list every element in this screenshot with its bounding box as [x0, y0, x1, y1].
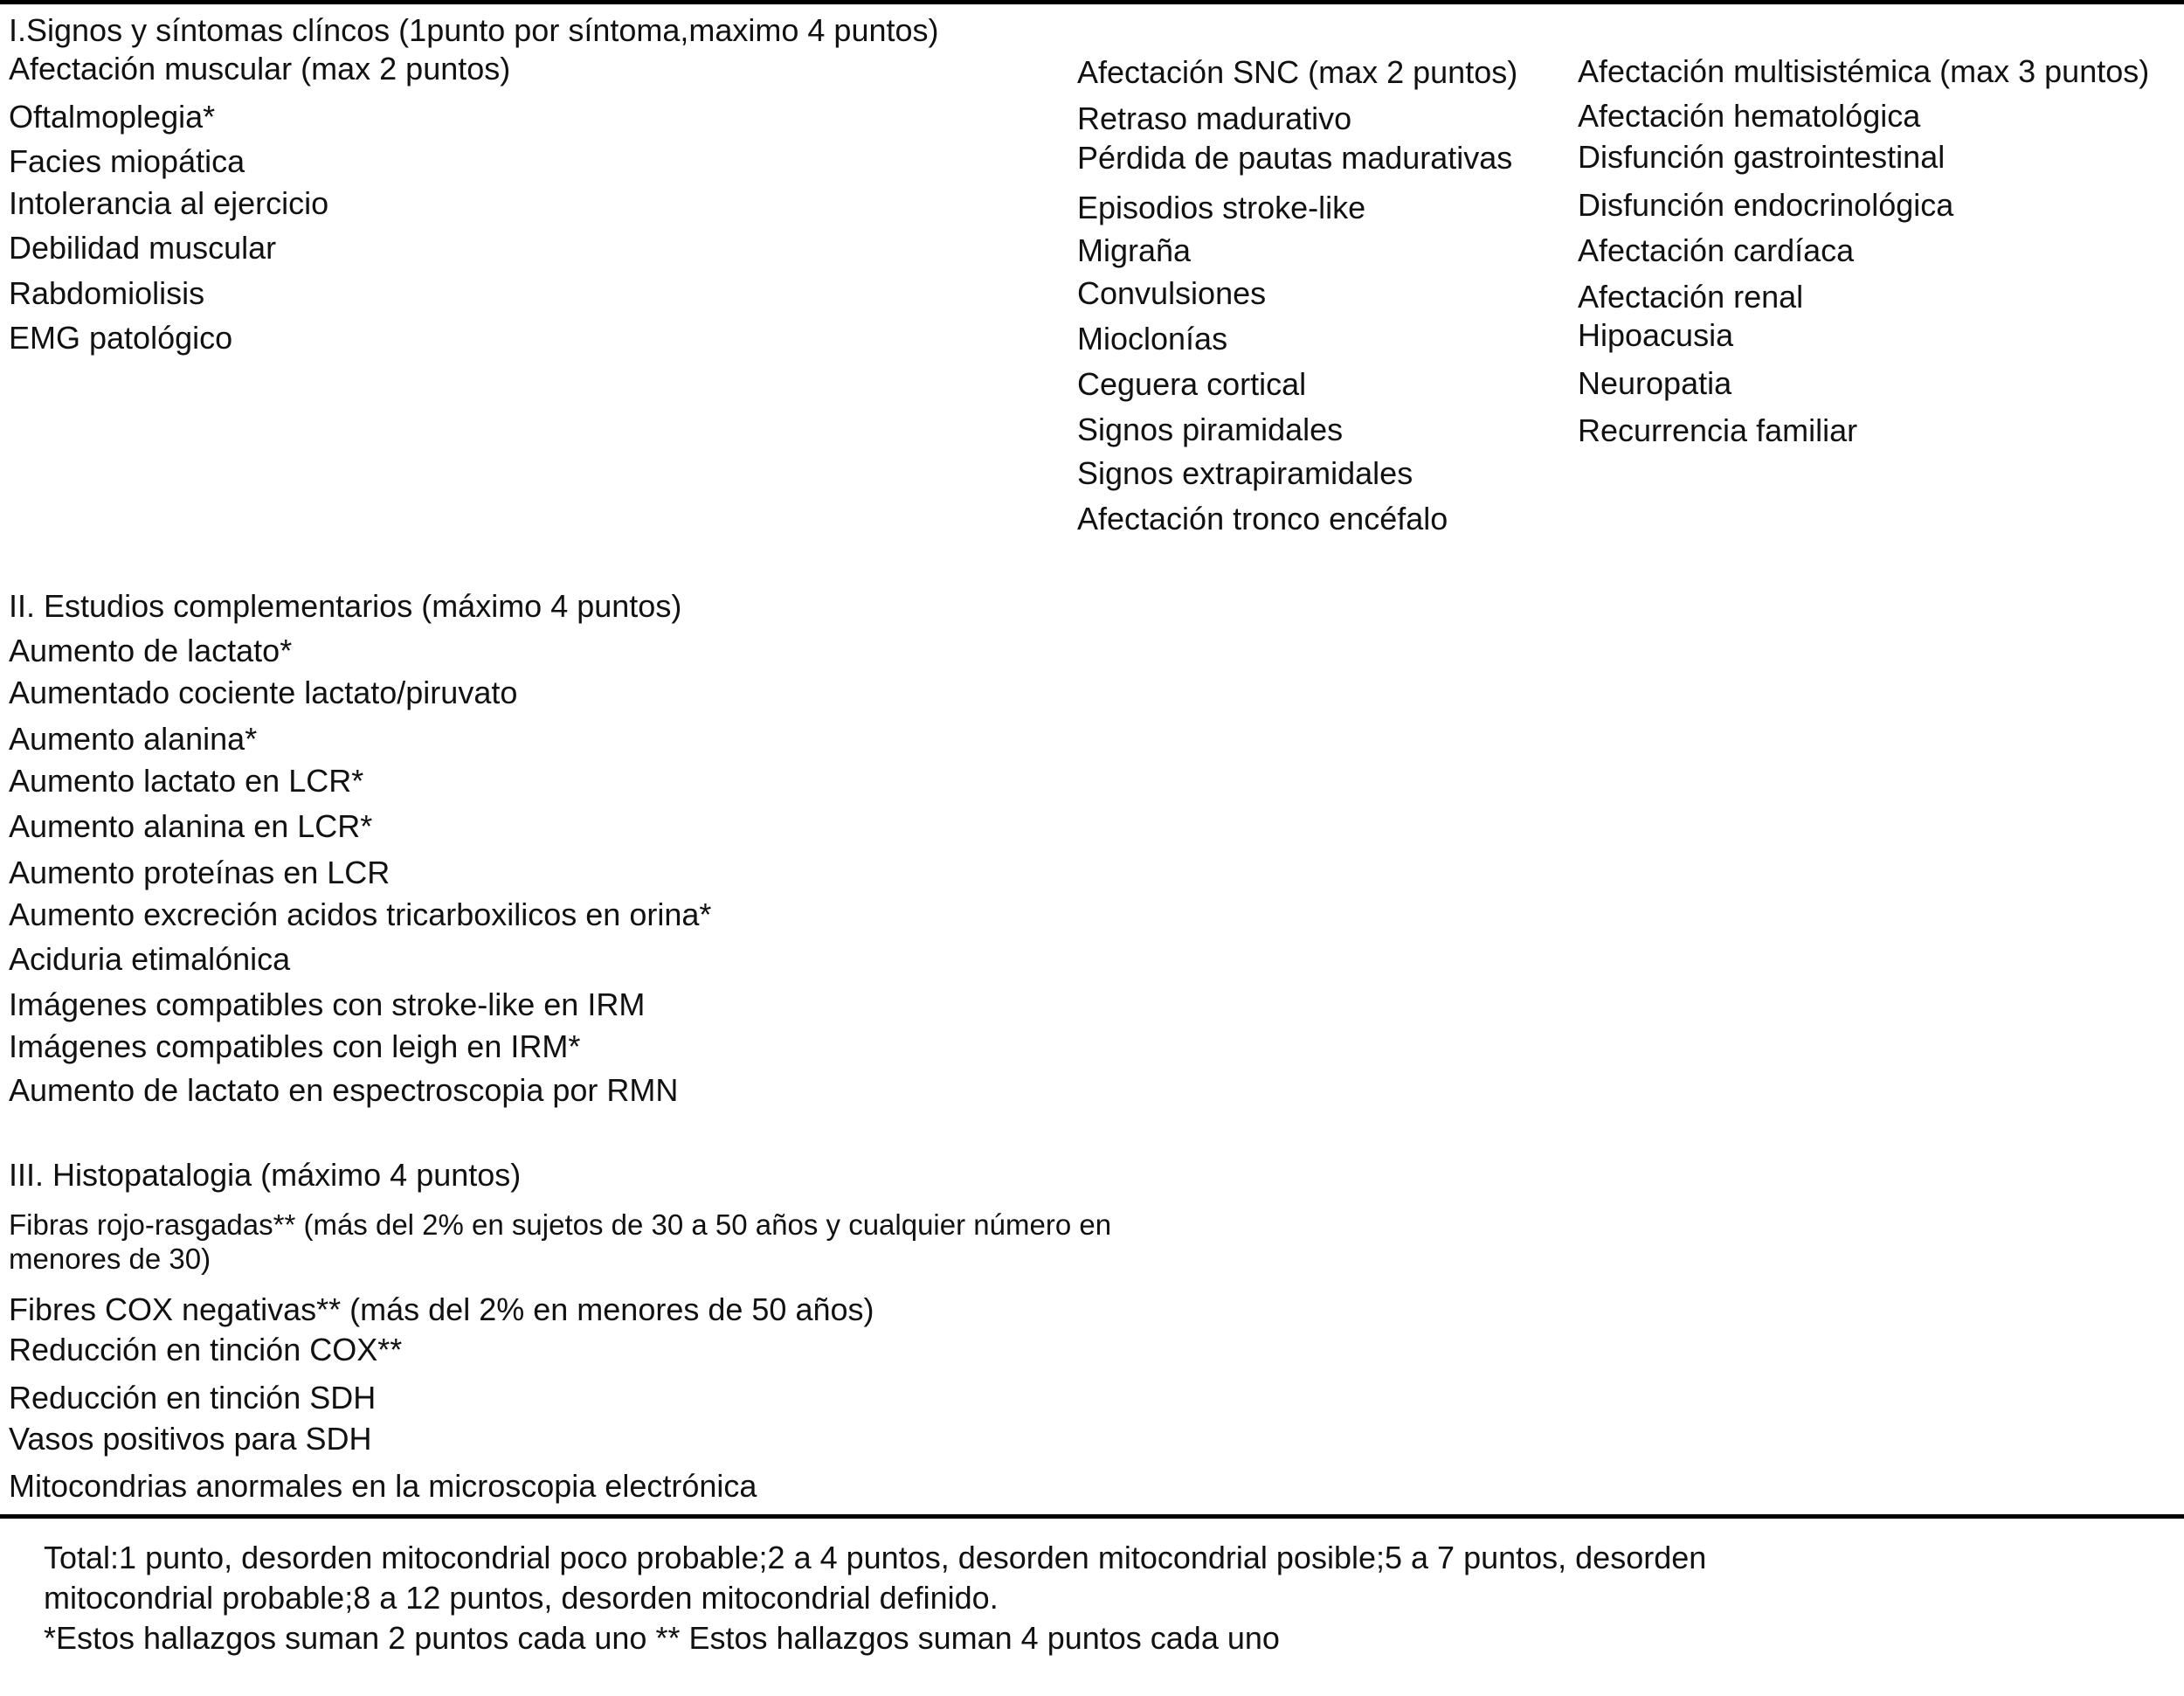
muscular-header: Afectación muscular (max 2 puntos) [9, 51, 511, 87]
section2-item: Aumento lactato en LCR* [9, 763, 364, 799]
multi-item: Disfunción endocrinológica [1578, 187, 1954, 223]
muscular-item: Rabdomiolisis [9, 275, 205, 311]
section2-item: Aumentado cociente lactato/piruvato [9, 675, 518, 710]
footer-note: *Estos hallazgos suman 2 puntos cada uno ** Estos hallazgos suman 4 puntos cada uno [44, 1620, 1280, 1656]
top-rule [0, 0, 2184, 4]
footer-line: Total:1 punto, desorden mitocondrial poco probable;2 a 4 puntos, desorden mitocondrial posible;5 a 7 puntos, desorden [44, 1540, 1707, 1575]
section2-item: Imágenes compatibles con leigh en IRM* [9, 1028, 581, 1064]
multi-item: Recurrencia familiar [1578, 412, 1858, 448]
multi-item: Neuropatia [1578, 365, 1732, 401]
footer-line: mitocondrial probable;8 a 12 puntos, desorden mitocondrial definido. [44, 1580, 999, 1616]
section3-item: Fibres COX negativas** (más del 2% en menores de 50 años) [9, 1291, 874, 1327]
section3-item: Mitocondrias anormales en la microscopia electrónica [9, 1468, 757, 1504]
section2-item: Aumento excreción acidos tricarboxilicos en orina* [9, 896, 712, 932]
snc-item: Mioclonías [1077, 321, 1228, 357]
snc-item: Signos extrapiramidales [1077, 455, 1413, 491]
muscular-item: Intolerancia al ejercicio [9, 185, 329, 221]
section2-item: Imágenes compatibles con stroke-like en IRM [9, 986, 646, 1022]
snc-item: Signos piramidales [1077, 412, 1344, 447]
muscular-item: Facies miopática [9, 143, 245, 179]
section1-title: I.Signos y síntomas clíncos (1punto por síntoma,maximo 4 puntos) [9, 12, 939, 48]
section2-item: Aumento alanina* [9, 721, 258, 757]
muscular-item: EMG patológico [9, 320, 233, 356]
section2-item: Aumento alanina en LCR* [9, 808, 373, 844]
multi-header: Afectación multisistémica (max 3 puntos) [1578, 53, 2150, 89]
snc-item: Ceguera cortical [1077, 366, 1307, 402]
section2-item: Aciduria etimalónica [9, 941, 291, 977]
multi-item: Afectación renal [1578, 279, 1804, 315]
snc-item: Episodios stroke-like [1077, 190, 1366, 225]
snc-item: Pérdida de pautas madurativas [1077, 140, 1513, 176]
snc-header: Afectación SNC (max 2 puntos) [1077, 54, 1518, 90]
muscular-item: Debilidad muscular [9, 230, 277, 266]
section2-item: Aumento de lactato en espectroscopia por RMN [9, 1072, 679, 1108]
multi-item: Afectación cardíaca [1578, 232, 1855, 268]
snc-item: Retraso madurativo [1077, 100, 1352, 136]
section2-item: Aumento proteínas en LCR [9, 855, 390, 890]
section3-item-line: Fibras rojo-rasgadas** (más del 2% en sujetos de 30 a 50 años y cualquier número en [9, 1208, 1112, 1241]
section2-item: Aumento de lactato* [9, 633, 293, 668]
section3-item-line: menores de 30) [9, 1243, 211, 1275]
snc-item: Convulsiones [1077, 275, 1267, 311]
multi-item: Disfunción gastrointestinal [1578, 139, 1946, 175]
muscular-item: Oftalmoplegia* [9, 99, 216, 135]
snc-item: Migraña [1077, 232, 1192, 268]
section3-title: III. Histopatalogia (máximo 4 puntos) [9, 1157, 522, 1193]
snc-item: Afectación tronco encéfalo [1077, 501, 1448, 536]
section3-item: Reducción en tinción COX** [9, 1332, 403, 1367]
multi-item: Hipoacusia [1578, 317, 1734, 353]
section3-item: Reducción en tinción SDH [9, 1380, 377, 1416]
bottom-rule [0, 1514, 2184, 1519]
section3-item: Vasos positivos para SDH [9, 1421, 372, 1457]
multi-item: Afectación hematológica [1578, 98, 1921, 134]
section2-title: II. Estudios complementarios (máximo 4 puntos) [9, 588, 682, 624]
